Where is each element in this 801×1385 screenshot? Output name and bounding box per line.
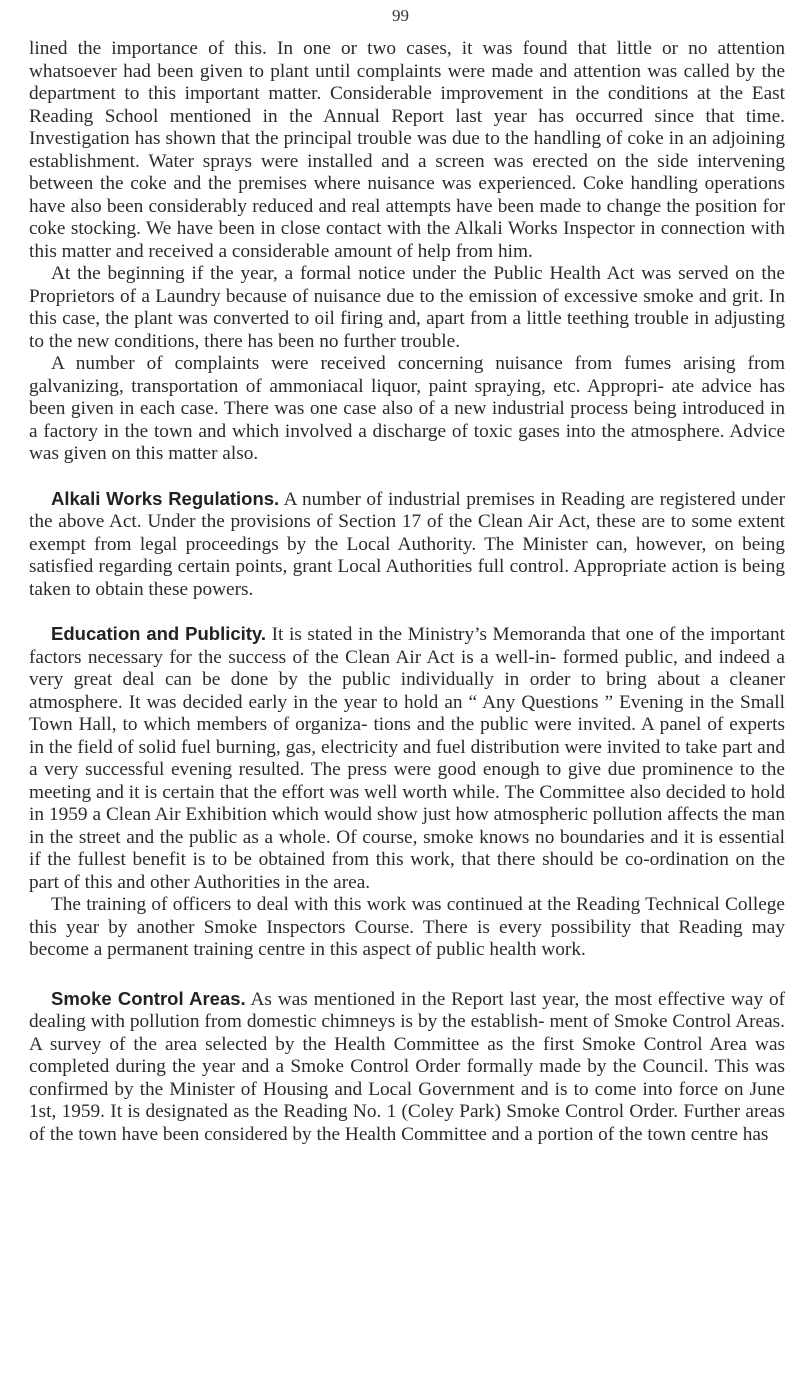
paragraph-training xyxy=(29,894,785,962)
section-heading-education-publicity: Education and Publicity. xyxy=(51,623,266,644)
paragraph-education-publicity xyxy=(29,623,785,894)
page-number: 99 xyxy=(392,6,409,25)
paragraph-fume-complaints xyxy=(29,353,785,466)
paragraph-laundry-notice xyxy=(29,263,785,353)
paragraph-text: As was mentioned in the Report last year, the most effective way of dealing with pollution from domestic chimneys is by the establish- ment of Smoke Control Areas. A survey of the area selected by the Health Committee as the first Smoke Control Area was completed during the year and a Smoke Control Order formally made by the Council. This was confirmed by the Minister of Housing and Local Government and is to come into force on June 1st, 1959. It is designated as the Reading No. 1 (Coley Park) Smoke Control Order. Further areas of the town have been considered by the Health Committee and a portion of the town centre has xyxy=(29,988,786,1145)
paragraph-text: It is stated in the Ministry’s Memoranda that one of the important factors necessary for the success of the Clean Air Act is a well-in- formed public, and indeed a very great deal can be done by the public individually in order to bring about a cleaner atmosphere. It was decided early in the year to hold an “ Any Questions ” Evening in the Small Town Hall, to which members of organiza- tions and the public were invited. A panel of experts in the field of solid fuel burning, gas, electricity and fuel distribution were invited to take part and a very successful evening resulted. The press were good enough to give due prominence to the meeting and it is certain that the effort was well worth while. The Committee also decided to hold in 1959 a Clean Air Exhibition which would show just how atmospheric pollution affects the man in the street and the public as a whole. Of course, smoke knows no boundaries and it is essential if the fullest benefit is to be obtained from this work, that there should be co-ordination on the part of this and other Authorities in the area. xyxy=(29,624,785,893)
paragraph-text: A number of complaints were received concerning nuisance from fumes arising from galvanizing, transportation of ammoniacal liquor, paint spraying, etc. Appropri- ate advice has been given in each case. There was one case also of a new industrial process being introduced in a factory in the town and which involved a discharge of toxic gases into the atmosphere. Advice was given on this matter also. xyxy=(29,353,785,464)
section-heading-smoke-control: Smoke Control Areas. xyxy=(51,987,246,1009)
paragraph-text: A number of industrial premises in Reading are registered under the above Act. Under the provisions of Section 17 of the Clean Air Act, these are to some extent exempt from legal proceedings by the Local Authority. The Minister can, however, on being satisfied regarding certain points, grant Local Authorities full control. Appropriate action is being taken to obtain these powers. xyxy=(29,488,785,600)
paragraph-text: lined the importance of this. In one or two cases, it was found that little or no attention whatsoever had been given to plant until complaints were made and attention was called by the department to this important matter. Considerable improvement in the conditions at the East Reading School mentioned in the Annual Report last year has occurred since that time. Investigation has shown that the principal trouble was due to the handling of coke in an adjoining establishment. Water sprays were installed and a screen was erected on the side intervening between the coke and the premises where nuisance was experienced. Coke handling operations have also been considerably reduced and real attempts have been made to change the position for coke stocking. We have been in close contact with the Alkali Works Inspector in connection with this matter and received a considerable amount of help from him. xyxy=(29,38,785,262)
paragraph-text: The training of officers to deal with this work was continued at the Reading Technical College this year by another Smoke Inspectors Course. There is every possibility that Reading may become a permanent training centre in this aspect of public health work. xyxy=(29,894,785,960)
section-heading-alkali-works: Alkali Works Regulations. xyxy=(51,487,280,509)
paragraph-coke-handling xyxy=(29,38,785,263)
document-body xyxy=(29,38,785,1146)
paragraph-smoke-control xyxy=(29,988,785,1147)
paragraph-alkali-works xyxy=(29,488,785,602)
paragraph-text: At the beginning if the year, a formal notice under the Public Health Act was served on the Proprietors of a Laundry because of nuisance due to the emission of excessive smoke and grit. In this case, the plant was converted to oil firing and, apart from a little teething trouble in adjusting to the new conditions, there has been no further trouble. xyxy=(29,263,785,352)
